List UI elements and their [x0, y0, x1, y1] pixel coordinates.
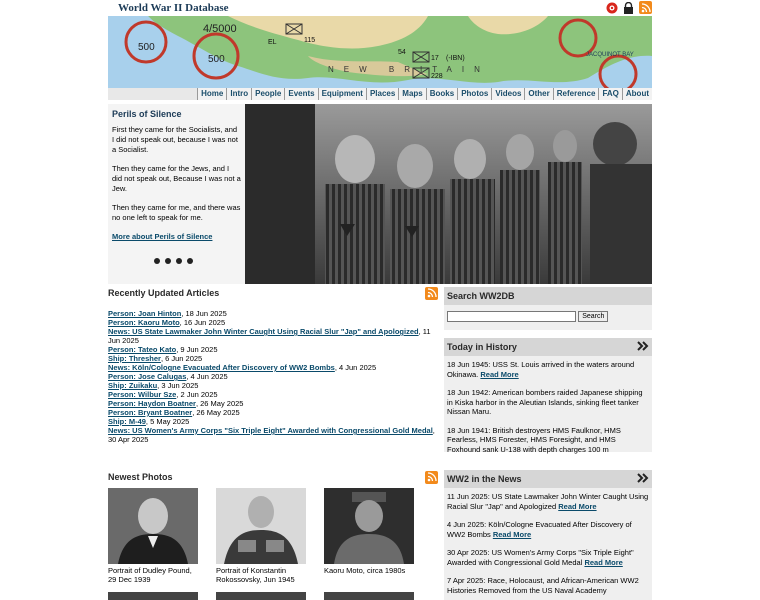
svg-text:500: 500: [208, 54, 225, 65]
slide-dots: [154, 258, 193, 264]
list-item: [447, 426, 649, 455]
news-text: 4 Jun 2025: Köln/Cologne Evacuated After Discovery of WW2 Bombs: [447, 520, 632, 539]
nav-people[interactable]: People: [251, 88, 284, 100]
top-icons: [605, 1, 652, 14]
list-item: [447, 576, 649, 595]
list-item: [108, 399, 438, 408]
search-input[interactable]: [447, 311, 576, 322]
article-date: , 18 Jun 2025: [181, 309, 227, 318]
radio-icon[interactable]: [605, 1, 618, 14]
rss-icon[interactable]: [425, 471, 438, 484]
nav-home[interactable]: Home: [197, 88, 226, 100]
article-date: , 4 Jun 2025: [186, 372, 228, 381]
article-date: , 2 Jun 2025: [176, 390, 218, 399]
list-item: [108, 354, 438, 363]
article-link[interactable]: News: US State Lawmaker John Winter Caught Using Racial Slur "Jap" and Apologized: [108, 327, 419, 336]
photo-thumbnail[interactable]: [216, 592, 306, 600]
article-date: , 26 May 2025: [192, 408, 240, 417]
article-link[interactable]: Ship: Thresher: [108, 354, 161, 363]
rss-icon[interactable]: [425, 287, 438, 300]
feature-text-panel: [108, 104, 245, 284]
photo-thumbnail[interactable]: [324, 592, 414, 600]
article-date: , 16 Jun 2025: [179, 318, 226, 327]
svg-text:EL: EL: [268, 39, 277, 46]
list-item: [447, 492, 649, 511]
article-link[interactable]: News: US Women's Army Corps "Six Triple Eight" Awarded with Congressional Gold Medal: [108, 426, 433, 435]
main-nav: [108, 88, 652, 100]
svg-text:4/5000: 4/5000: [203, 23, 237, 35]
rss-icon[interactable]: [639, 1, 652, 14]
svg-text:228: 228: [431, 73, 443, 80]
site-title[interactable]: World War II Database: [118, 2, 229, 14]
lock-icon[interactable]: [622, 1, 635, 14]
nav-equipment[interactable]: Equipment: [318, 88, 366, 100]
history-text: 18 Jun 1942: American bombers raided Japanese shipping in Kiska harbor in the Aleutian Islands, sinking fleet tanker Nissan Maru.: [447, 388, 643, 416]
svg-text:115: 115: [304, 37, 316, 44]
news-text: 11 Jun 2025: US State Lawmaker John Winter Caught Using Racial Slur "Jap" and Apologized: [447, 492, 649, 511]
search-title: Search WW2DB: [447, 291, 515, 301]
list-item: [108, 372, 438, 381]
photo-caption: Portrait of Dudley Pound, 29 Dec 1939: [108, 566, 192, 584]
double-chevron-right-icon[interactable]: [637, 473, 649, 485]
slide-dot[interactable]: [187, 258, 193, 264]
read-more-link[interactable]: Read More: [480, 369, 519, 379]
photo-card[interactable]: [216, 488, 306, 584]
article-date: , 3 Jun 2025: [157, 381, 199, 390]
list-item: [447, 388, 649, 417]
feature-photo[interactable]: [245, 104, 652, 284]
article-date: , 30 Apr 2025: [108, 426, 435, 444]
svg-text:JACQUINOT BAY: JACQUINOT BAY: [586, 52, 634, 58]
search-form: [444, 305, 652, 330]
banner-map[interactable]: [108, 16, 652, 88]
nav-books[interactable]: Books: [426, 88, 457, 100]
svg-text:17: 17: [431, 55, 439, 62]
articles-list: [108, 309, 438, 444]
nav-maps[interactable]: Maps: [398, 88, 425, 100]
photo-card[interactable]: [108, 488, 198, 584]
feature-paragraph: First they came for the Socialists, and I did not speak out, because I was not a Socialist.: [112, 125, 238, 154]
photo-caption: Kaoru Moto, circa 1980s: [324, 566, 406, 575]
list-item: [108, 345, 438, 354]
news-header: [444, 470, 652, 488]
nav-other[interactable]: Other: [524, 88, 552, 100]
photo-thumbnail[interactable]: [108, 488, 198, 564]
list-item: [108, 318, 438, 327]
nav-about[interactable]: About: [622, 88, 652, 100]
photos-row-partial: [108, 592, 438, 600]
news-text: 7 Apr 2025: Race, Holocaust, and African-American WW2 Histories Removed from the US Naval Academy: [447, 576, 639, 595]
search-header: [444, 287, 652, 305]
news-list: [444, 488, 652, 600]
list-item: [447, 360, 649, 379]
article-link[interactable]: Person: Bryant Boatner: [108, 408, 193, 417]
photos-grid: [108, 488, 438, 584]
news-title: WW2 in the News: [447, 474, 522, 484]
history-box: [444, 338, 652, 452]
nav-videos[interactable]: Videos: [491, 88, 524, 100]
article-date: , 26 May 2025: [195, 399, 244, 408]
top-bar: [108, 0, 652, 16]
news-box: [444, 470, 652, 600]
search-box: [444, 287, 652, 330]
photo-thumbnail[interactable]: [324, 488, 414, 564]
article-link[interactable]: Person: Haydon Boatner: [108, 399, 196, 408]
photos-title: Newest Photos: [108, 472, 173, 482]
news-text: 30 Apr 2025: US Women's Army Corps "Six Triple Eight" Awarded with Congressional Gold Medal: [447, 548, 634, 567]
photos-header: [108, 468, 438, 486]
svg-text:500: 500: [138, 42, 155, 53]
list-item: [108, 426, 438, 444]
svg-text:54: 54: [398, 49, 406, 56]
feature-paragraph: Then they came for the Jews, and I did not speak out, Because I was not a Jew.: [112, 164, 241, 193]
article-link[interactable]: Ship: M-49: [108, 417, 146, 426]
nav-events[interactable]: Events: [284, 88, 317, 100]
article-link[interactable]: News: Köln/Cologne Evacuated After Discovery of WW2 Bombs: [108, 363, 335, 372]
nav-reference[interactable]: Reference: [553, 88, 599, 100]
svg-text:NEW BRITAIN: NEW BRITAIN: [328, 65, 490, 74]
feature-slideshow: [108, 104, 652, 284]
history-text: 18 Jun 1941: British destroyers HMS Faulknor, HMS Fearless, HMS Forester, HMS Foresight, and HMS Foxhound sank U-138 with depth charges 100 m: [447, 425, 621, 454]
history-title: Today in History: [447, 342, 517, 352]
slide-dot[interactable]: [176, 258, 182, 264]
article-date: , 11 Jun 2025: [108, 327, 431, 345]
list-item: [108, 390, 438, 399]
history-list: [444, 356, 652, 467]
list-item: [447, 520, 649, 539]
read-more-link[interactable]: Read More: [584, 557, 623, 567]
history-text: 18 Jun 1945: USS St. Louis arrived in the waters around Okinawa.: [447, 360, 635, 379]
list-item: [108, 309, 438, 318]
list-item: [108, 417, 438, 426]
article-link[interactable]: Person: Kaoru Moto: [108, 318, 180, 327]
article-date: , 5 May 2025: [145, 417, 190, 426]
list-item: [108, 408, 438, 417]
list-item: [108, 327, 438, 345]
articles-header: [108, 284, 438, 302]
nav-intro[interactable]: Intro: [226, 88, 251, 100]
photo-card[interactable]: [324, 488, 414, 584]
nav-photos[interactable]: Photos: [457, 88, 491, 100]
read-more-link[interactable]: Read More: [492, 529, 532, 539]
article-date: , 9 Jun 2025: [176, 345, 218, 354]
article-link[interactable]: Person: Jose Calugas: [108, 372, 187, 381]
article-link[interactable]: Person: Joan Hinton: [108, 309, 182, 318]
read-more-link[interactable]: Read More: [558, 501, 597, 511]
slide-dot[interactable]: [154, 258, 160, 264]
photo-thumbnail[interactable]: [108, 592, 198, 600]
articles-title: Recently Updated Articles: [108, 288, 220, 298]
double-chevron-right-icon[interactable]: [637, 341, 649, 353]
slide-dot[interactable]: [165, 258, 171, 264]
article-link[interactable]: Person: Tateo Kato: [108, 345, 177, 354]
article-date: , 4 Jun 2025: [334, 363, 377, 372]
search-button[interactable]: Search: [578, 311, 608, 322]
nav-places[interactable]: Places: [366, 88, 398, 100]
list-item: [108, 363, 438, 372]
article-link[interactable]: Person: Wilbur Sze: [108, 390, 177, 399]
list-item: [108, 381, 438, 390]
nav-faq[interactable]: FAQ: [598, 88, 621, 100]
svg-text:(-IBN): (-IBN): [446, 55, 465, 62]
photo-thumbnail[interactable]: [216, 488, 306, 564]
feature-paragraph: Then they came for me, and there was no one left to speak for me.: [112, 203, 241, 222]
photo-caption: Portrait of Konstantin Rokossovsky, Jun 1945: [216, 566, 295, 584]
feature-title: Perils of Silence: [112, 109, 182, 119]
list-item: [447, 548, 649, 567]
history-header: [444, 338, 652, 356]
article-date: , 6 Jun 2025: [160, 354, 203, 363]
feature-more-link[interactable]: More about Perils of Silence: [112, 232, 213, 241]
article-link[interactable]: Ship: Zuikaku: [108, 381, 158, 390]
